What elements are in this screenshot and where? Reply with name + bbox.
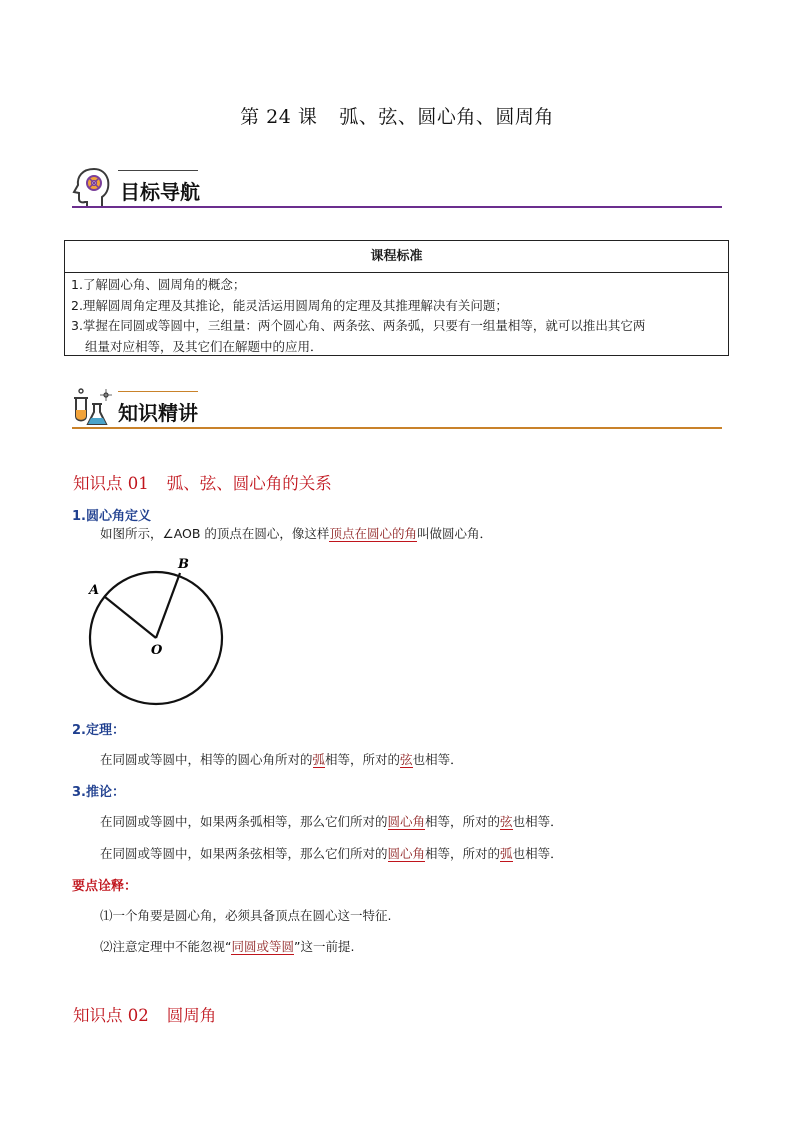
lab-flask-icon: [70, 386, 112, 428]
corollary-1: 在同圆或等圆中，如果两条弧相等，那么它们所对的圆心角相等，所对的弦也相等．: [100, 814, 563, 829]
table-body: [65, 273, 728, 359]
section-overline: [118, 170, 198, 171]
section-title-goal: 目标导航: [120, 180, 200, 204]
note-2: ⑵注意定理中不能忽视“同圆或等圆”这一前提.: [100, 939, 355, 954]
key-term: 弧: [500, 846, 513, 861]
key-term: 圆心角: [387, 846, 426, 861]
key-term: 顶点在圆心的角: [329, 526, 417, 541]
section-divider: [72, 427, 722, 429]
theorem-text: 在同圆或等圆中，相等的圆心角所对的弧相等，所对的弦也相等．: [100, 752, 463, 767]
knowledge-point-02-title: 知识点 02 圆周角: [73, 1006, 217, 1025]
label-b: B: [178, 557, 189, 572]
corollary-heading: 3.推论：: [72, 785, 125, 800]
label-a: A: [89, 583, 100, 598]
key-term: 同圆或等圆: [231, 939, 294, 954]
head-gears-icon: [72, 166, 112, 208]
lesson-title: 弧、弦、圆心角、圆周角: [339, 106, 554, 128]
definition-heading: 1.圆心角定义: [72, 509, 151, 524]
notes-heading: 要点诠释：: [72, 879, 138, 894]
definition-text: 如图所示，∠AOB 的顶点在圆心，像这样顶点在圆心的角叫做圆心角．: [100, 526, 492, 541]
standard-item: 3.掌握在同圆或等圆中，三组量：两个圆心角、两条弦、两条弧，只要有一组量相等，就可以推出其它两: [71, 318, 646, 333]
standard-item: 1.了解圆心角、圆周角的概念；: [71, 277, 246, 292]
corollary-2: 在同圆或等圆中，如果两条弦相等，那么它们所对的圆心角相等，所对的弧也相等．: [100, 846, 563, 861]
course-standards-table: [64, 240, 729, 356]
key-term: 弧: [312, 752, 326, 767]
table-header: 课程标准: [65, 241, 728, 273]
section-title-knowledge: 知识精讲: [118, 401, 198, 425]
lesson-number: 第 24 课: [240, 106, 318, 128]
knowledge-point-01-title: 知识点 01 弧、弦、圆心角的关系: [73, 474, 332, 493]
key-term: 弦: [400, 752, 413, 767]
standard-item: 2.理解圆周角定理及其推论，能灵活运用圆周角的定理及其推理解决有关问题；: [71, 297, 508, 313]
label-o: O: [151, 643, 163, 658]
radius-oa: [105, 597, 156, 638]
page-title: [0, 102, 794, 129]
section-overline: [118, 391, 198, 392]
key-term: 弦: [500, 814, 513, 829]
radius-ob: [156, 573, 180, 638]
central-angle-figure: [84, 552, 234, 712]
note-1: ⑴一个角要是圆心角，必须具备顶点在圆心这一特征.: [100, 908, 392, 923]
key-term: 圆心角: [387, 814, 426, 829]
theorem-heading: 2.定理：: [72, 723, 125, 738]
standard-item: 组量对应相等，及其它们在解题中的应用．: [85, 338, 323, 354]
section-divider: [72, 206, 722, 208]
